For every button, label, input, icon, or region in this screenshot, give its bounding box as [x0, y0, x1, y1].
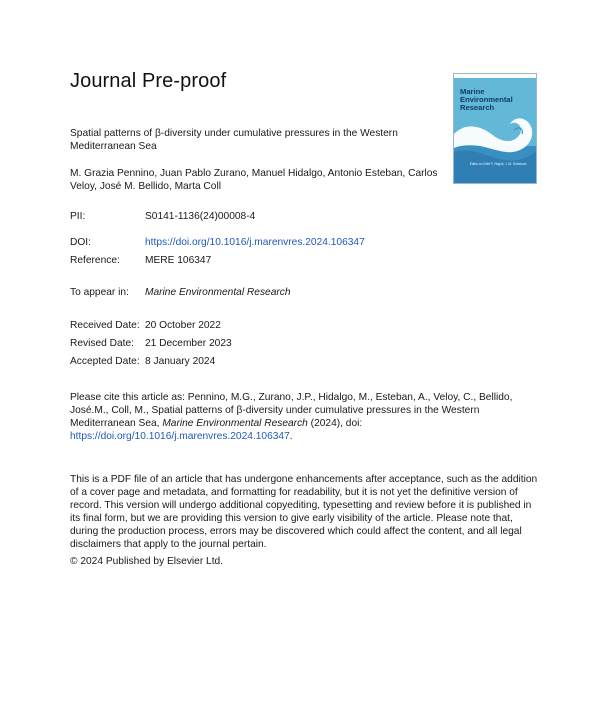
- received-date-label: Received Date:: [70, 320, 140, 331]
- appear-in-label: To appear in:: [70, 287, 129, 298]
- received-date-value: 20 October 2022: [145, 320, 221, 331]
- doi-label: DOI:: [70, 237, 91, 248]
- citation-journal: Marine Environmental Research: [162, 418, 308, 429]
- accepted-date-label: Accepted Date:: [70, 356, 140, 367]
- accepted-date-value: 8 January 2024: [145, 356, 216, 367]
- journal-cover-image: [453, 73, 537, 184]
- cover-top-band: [454, 74, 537, 78]
- revised-date-value: 21 December 2023: [145, 338, 232, 349]
- revised-date-label: Revised Date:: [70, 338, 134, 349]
- citation-suffix: .: [289, 431, 293, 442]
- citation-middle: (2024), doi:: [307, 418, 363, 429]
- pii-value: S0141-1136(24)00008-4: [145, 211, 256, 222]
- cover-wave: [454, 118, 532, 152]
- citation-text: Please cite this article as: Pennino, M.G., Zurano, J.P., Hidalgo, M., Esteban, A., Veloy, C., Bellido, José.M., Coll, M., Spatial patterns of β-diversity under cumulative pressures in the Western Mediterranean Sea,: [70, 392, 513, 429]
- cover-journal-title: Marine Environmental Research: [460, 87, 513, 112]
- cover-editors: Editor-in-Chief F. Regoli, J. M. Sobelova: [469, 162, 527, 166]
- doi-link[interactable]: https://doi.org/10.1016/j.marenvres.2024.106347: [145, 237, 365, 248]
- appear-in-value: Marine Environmental Research: [145, 287, 291, 298]
- page-heading: Journal Pre-proof: [70, 70, 227, 92]
- pii-label: PII:: [70, 211, 86, 222]
- copyright-notice: © 2024 Published by Elsevier Ltd.: [70, 556, 224, 567]
- citation-doi-link[interactable]: https://doi.org/10.1016/j.marenvres.2024.106347: [70, 431, 290, 442]
- article-authors: M. Grazia Pennino, Juan Pablo Zurano, Manuel Hidalgo, Antonio Esteban, Carlos Veloy, José M. Bellido, Marta Coll: [70, 168, 438, 192]
- reference-value: MERE 106347: [145, 255, 212, 266]
- disclaimer-paragraph: This is a PDF file of an article that has undergone enhancements after acceptance, such as the addition of a cover page and metadata, and formatting for readability, but it is not yet the definitive version of record. This version will undergo additional copyediting, typesetting and review before it is published in its final form, but we are providing this version to give early visibility of the article. Please note that, during the production process, errors may be discovered which could affect the content, and all legal disclaimers that apply to the journal pertain.: [70, 474, 538, 550]
- article-title: Spatial patterns of β-diversity under cumulative pressures in the Western Mediterranean Sea: [70, 128, 398, 152]
- reference-label: Reference:: [70, 255, 120, 266]
- citation-paragraph: [70, 391, 542, 443]
